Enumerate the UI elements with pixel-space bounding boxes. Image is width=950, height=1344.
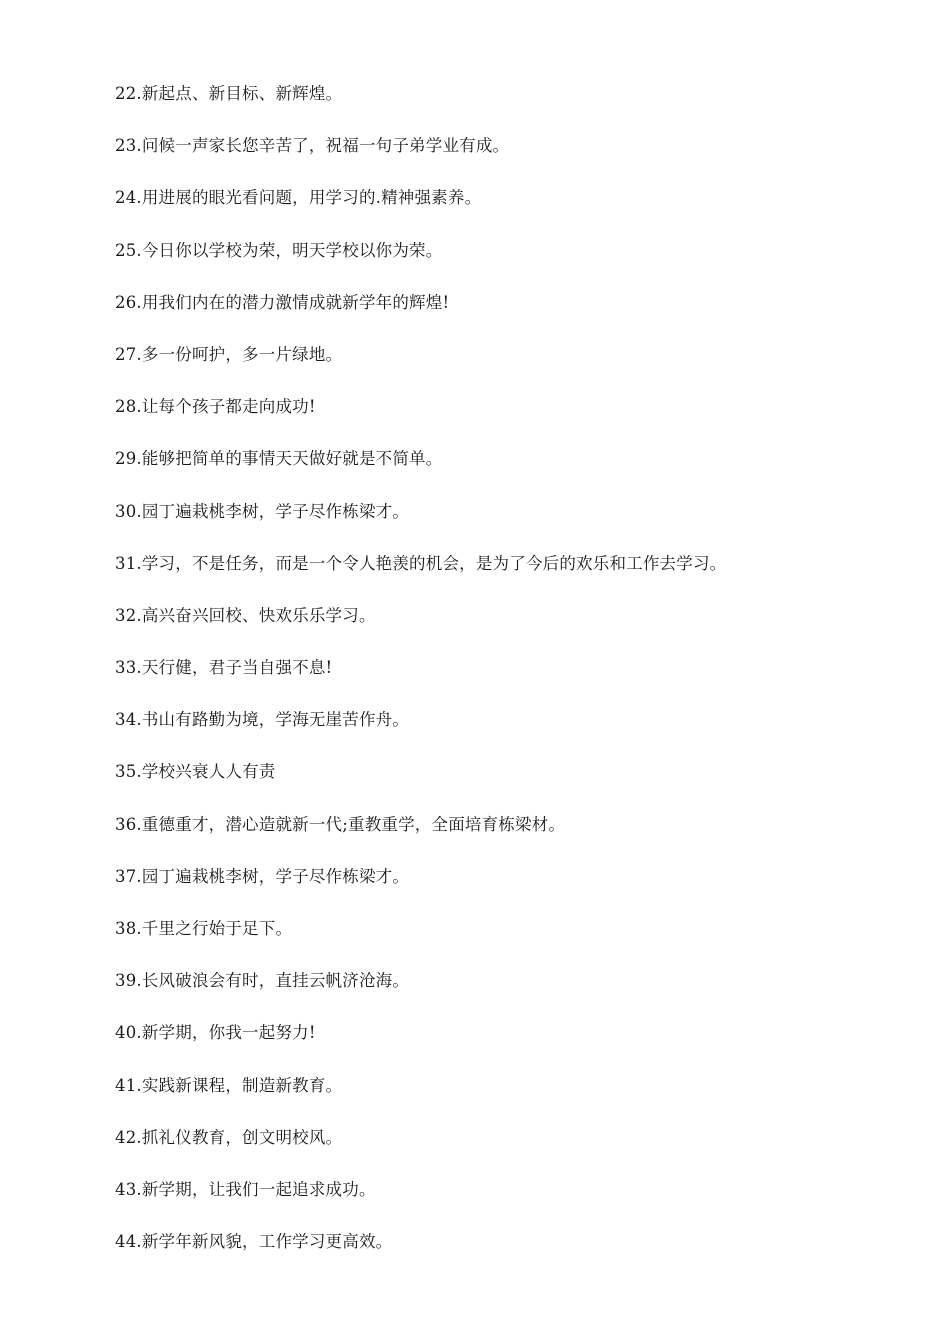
slogan-line: 38.千里之行始于足下。	[115, 919, 293, 938]
slogan-line: 39.长风破浪会有时，直挂云帆济沧海。	[115, 971, 410, 991]
slogan-line: 31.学习，不是任务，而是一个令人艳羡的机会，是为了今后的欢乐和工作去学习。	[115, 553, 727, 573]
slogan-line: 25.今日你以学校为荣，明天学校以你为荣。	[115, 240, 443, 260]
slogan-line: 33.天行健，君子当自强不息!	[115, 658, 333, 678]
slogan-line: 24.用进展的眼光看问题，用学习的.精神强素养。	[115, 188, 482, 208]
slogan-line: 44.新学年新风貌，工作学习更高效。	[115, 1232, 393, 1252]
slogan-line: 30.园丁遍栽桃李树，学子尽作栋梁才。	[115, 501, 410, 521]
slogan-line: 32.高兴奋兴回校、快欢乐乐学习。	[115, 605, 376, 625]
slogan-list	[115, 80, 915, 1280]
slogan-line: 36.重德重才，潜心造就新一代;重教重学，全面培育栋梁材。	[115, 814, 566, 834]
slogan-line: 41.实践新课程，制造新教育。	[115, 1075, 343, 1095]
slogan-line: 23.问候一声家长您辛苦了，祝福一句子弟学业有成。	[115, 136, 510, 156]
slogan-line: 43.新学期，让我们一起追求成功。	[115, 1179, 376, 1199]
slogan-line: 42.抓礼仪教育，创文明校风。	[115, 1127, 343, 1147]
slogan-line: 28.让每个孩子都走向成功!	[115, 397, 316, 417]
slogan-line: 35.学校兴衰人人有责	[115, 762, 276, 782]
slogan-line: 40.新学期，你我一起努力!	[115, 1023, 316, 1043]
slogan-line: 37.园丁遍栽桃李树，学子尽作栋梁才。	[115, 866, 410, 886]
slogan-line: 22.新起点、新目标、新辉煌。	[115, 84, 343, 103]
slogan-line: 26.用我们内在的潜力激情成就新学年的辉煌!	[115, 292, 450, 312]
slogan-line: 29.能够把简单的事情天天做好就是不简单。	[115, 449, 443, 469]
slogan-line: 27.多一份呵护，多一片绿地。	[115, 344, 343, 364]
slogan-line: 34.书山有路勤为境，学海无崖苦作舟。	[115, 710, 410, 730]
